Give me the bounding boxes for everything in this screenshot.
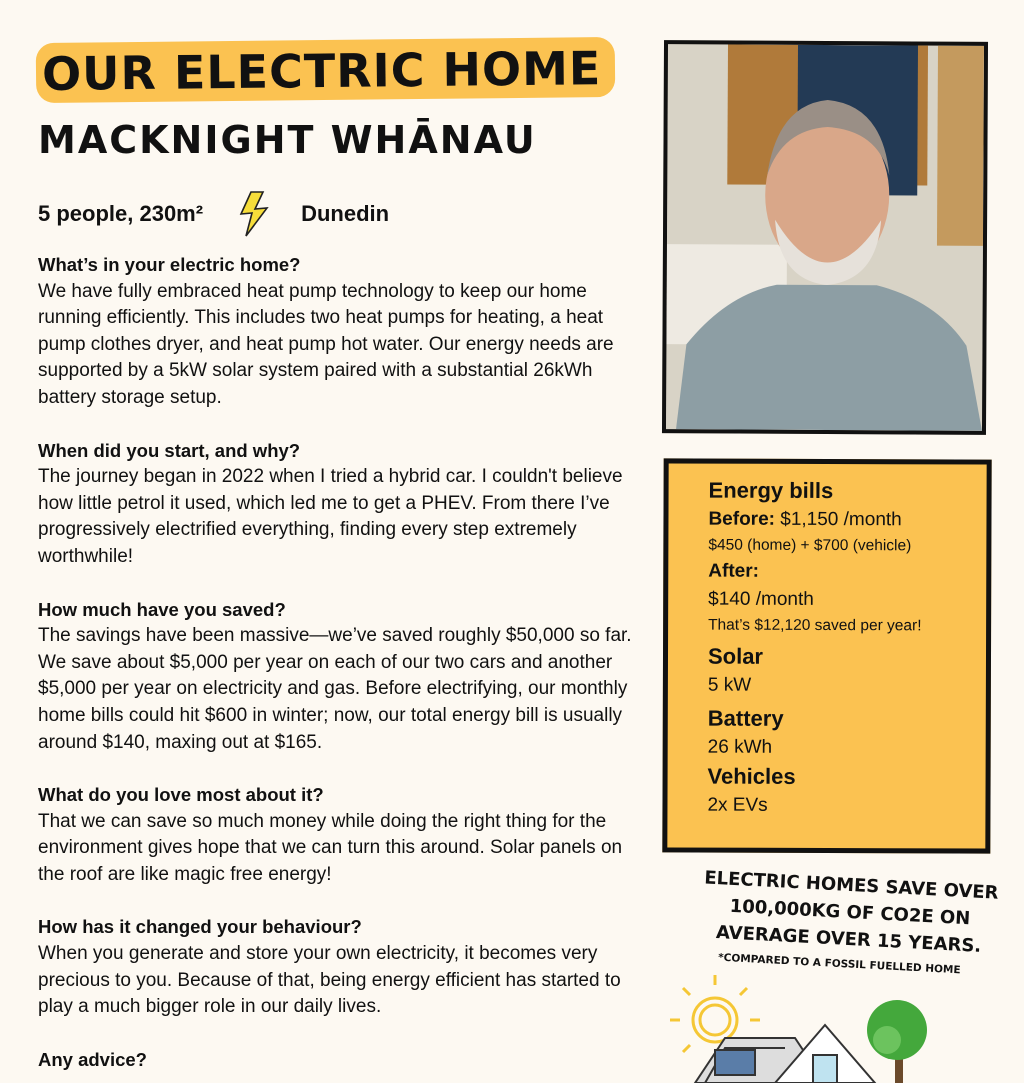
question-heading: When did you start, and why? xyxy=(38,439,301,461)
title-highlight xyxy=(36,40,615,100)
house-sun-tree-illustration xyxy=(665,970,965,1083)
question-heading: How much have you saved? xyxy=(38,598,286,620)
household-size: 5 people, 230m² xyxy=(38,201,204,226)
answer-text: The journey began in 2022 when I tried a hybrid car. I couldn't believe how little petrol it used, which led me to get a PHEV. From there I’ve progressively electrified everything, finding every step extremely worthwhile! xyxy=(38,466,623,567)
solar-value: 5 kW xyxy=(707,674,752,696)
page-title: OUR ELECTRIC HOME xyxy=(36,37,616,103)
battery-value: 26 kWh xyxy=(707,736,773,758)
savings-text: That’s $12,120 saved per year! xyxy=(708,616,922,635)
tree-icon xyxy=(867,1000,927,1083)
after-label: After: xyxy=(708,560,760,582)
vehicles-value: 2x EVs xyxy=(707,794,768,816)
slogan-footnote: *COMPARED TO A FOSSIL FUELLED HOME xyxy=(717,951,961,977)
question-heading: What do you love most about it? xyxy=(38,784,324,806)
energy-bills-label: Energy bills xyxy=(708,477,834,504)
co2-slogan: ELECTRIC HOMES SAVE OVER 100,000KG OF CO2E ON AVERAGE OVER 15 YEARS. xyxy=(703,867,999,957)
stats-panel xyxy=(662,458,991,853)
household-meta xyxy=(38,190,389,238)
answer-text: That we can save so much money while doing the right thing for the environment gives hope that we can turn this around. Solar panels on the roof are like magic free energy! xyxy=(38,810,623,885)
before-value: $1,150 /month xyxy=(780,508,902,531)
family-name: MACKNIGHT WHĀNAU xyxy=(38,118,537,162)
before-label: Before: xyxy=(708,508,776,530)
question-heading: What’s in your electric home? xyxy=(38,254,301,275)
answer-text: The savings have been massive—we’ve saved roughly $50,000 so far. We save about $5,000 per year on each of our two cars and another $5,000 per year on electricity and gas. Before electrifying, our monthly home bills could hit $600 in winter; now, our total energy bill is usually around $140, maxing out at $165. xyxy=(38,625,632,753)
after-value: $140 /month xyxy=(708,588,814,610)
solar-label: Solar xyxy=(707,643,764,669)
qa-content xyxy=(38,252,638,1073)
battery-label: Battery xyxy=(707,705,784,731)
question-heading: How has it changed your behaviour? xyxy=(38,916,362,938)
answer-text: We have fully embraced heat pump technology to keep our home running efficiently. This includes two heat pumps for heating, a heat pump clothes dryer, and heat pump hot water. Our energy needs are supported by a 5kW solar system paired with a substantial 26kWh battery storage setup. xyxy=(38,280,614,408)
lightning-bolt-icon xyxy=(237,190,271,238)
before-breakdown: $450 (home) + $700 (vehicle) xyxy=(708,536,912,555)
answer-text: When you generate and store your own electricity, it becomes very precious to you. Because of that, being energy efficient has started to play a much bigger role in our daily lives. xyxy=(38,943,621,1018)
portrait-photo xyxy=(662,40,988,435)
vehicles-label: Vehicles xyxy=(707,763,796,789)
question-heading: Any advice? xyxy=(38,1048,147,1070)
portrait-image xyxy=(666,44,984,431)
location: Dunedin xyxy=(301,201,390,226)
